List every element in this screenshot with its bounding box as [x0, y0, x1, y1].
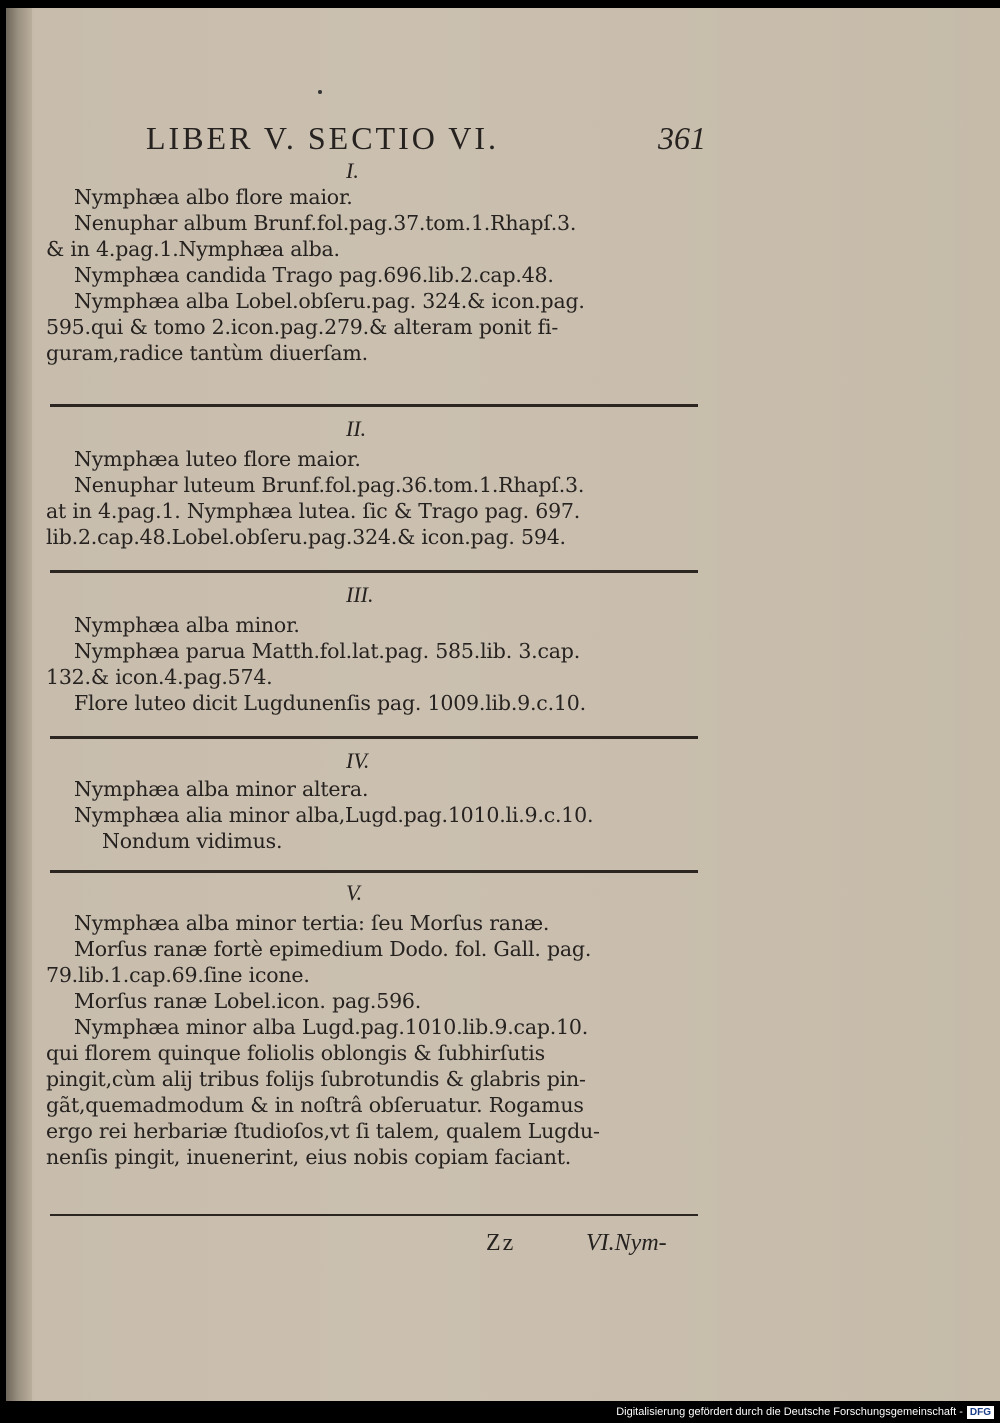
text-line: Morſus ranæ Lobel.icon. pag.596.	[74, 989, 422, 1013]
text-line: at in 4.pag.1. Nymphæa lutea. ſic & Trago pag. 697.	[46, 499, 581, 523]
text-line: Nymphæa alia minor alba,Lugd.pag.1010.li.9.c.10.	[74, 803, 594, 827]
section-numeral-3: III.	[346, 582, 374, 607]
text-line: Nymphæa alba minor tertia: ſeu Morſus ranæ.	[74, 911, 550, 935]
text-line: & in 4.pag.1.Nymphæa alba.	[46, 237, 340, 261]
text-line: 595.qui & tomo 2.icon.pag.279.& alteram ponit fi-	[46, 315, 559, 339]
section-divider	[50, 570, 698, 573]
section-1-text	[46, 184, 706, 366]
section-divider	[50, 870, 698, 873]
text-line: lib.2.cap.48.Lobel.obſeru.pag.324.& icon.pag. 594.	[46, 525, 566, 549]
ink-speck	[318, 90, 322, 94]
catchword: VI.Nym-	[586, 1230, 667, 1256]
text-line: Nymphæa parua Matth.fol.lat.pag. 585.lib. 3.cap.	[74, 639, 581, 663]
text-line: Nymphæa alba minor altera.	[74, 777, 369, 801]
section-5-text	[46, 910, 706, 1170]
digitization-credit	[616, 1403, 994, 1421]
page-spine-edge	[6, 8, 32, 1401]
text-line: nenſis pingit, inuenerint, eius nobis copiam faciant.	[46, 1145, 572, 1169]
text-line: Morſus ranæ fortè epimedium Dodo. fol. Gall. pag.	[74, 937, 592, 961]
running-head: LIBER V. SECTIO VI.	[146, 120, 500, 156]
text-line: ergo rei herbariæ ſtudioſos,vt ſi talem, qualem Lugdu-	[46, 1119, 600, 1143]
text-line: Nymphæa candida Trago pag.696.lib.2.cap.48.	[74, 263, 554, 287]
page-header	[146, 120, 706, 160]
section-2-text	[46, 446, 706, 550]
section-numeral-1: I.	[346, 158, 359, 183]
text-line: Nymphæa alba minor.	[74, 613, 300, 637]
text-line: Nenuphar album Brunf.fol.pag.37.tom.1.Rhapſ.3.	[74, 211, 577, 235]
text-line: qui florem quinque foliolis oblongis & ſubhirſutis	[46, 1041, 545, 1065]
section-numeral-5: V.	[346, 880, 363, 905]
text-line: Flore luteo dicit Lugdunenſis pag. 1009.lib.9.c.10.	[74, 691, 586, 715]
text-line: gãt,quemadmodum & in noſtrâ obſeruatur. Rogamus	[46, 1093, 584, 1117]
printer-signature: Zz	[486, 1230, 516, 1256]
text-line: Nymphæa minor alba Lugd.pag.1010.lib.9.cap.10.	[74, 1015, 589, 1039]
credit-text: Digitalisierung gefördert durch die Deutsche Forschungsgemeinschaft -	[616, 1406, 963, 1418]
text-line: Nymphæa alba Lobel.obſeru.pag. 324.& icon.pag.	[74, 289, 585, 313]
dfg-logo: DFG	[967, 1406, 994, 1419]
text-line: pingit,cùm alij tribus folijs ſubrotundis & glabris pin-	[46, 1067, 586, 1091]
text-line: Nymphæa albo flore maior.	[74, 185, 353, 209]
text-line: guram,radice tantùm diuerſam.	[46, 341, 368, 365]
text-line: 79.lib.1.cap.69.ſine icone.	[46, 963, 310, 987]
section-divider	[50, 404, 698, 407]
section-3-text	[46, 612, 706, 716]
section-divider	[50, 1214, 698, 1216]
text-line: Nymphæa luteo flore maior.	[74, 447, 361, 471]
section-4-text	[46, 776, 706, 854]
text-line: Nenuphar luteum Brunf.fol.pag.36.tom.1.Rhapſ.3.	[74, 473, 585, 497]
section-numeral-2: II.	[346, 416, 367, 441]
page-number: 361	[658, 120, 706, 156]
section-divider	[50, 736, 698, 739]
text-line: 132.& icon.4.pag.574.	[46, 665, 273, 689]
section-numeral-4: IV.	[346, 748, 370, 773]
book-page	[6, 8, 1000, 1401]
text-line: Nondum vidimus.	[102, 829, 283, 853]
